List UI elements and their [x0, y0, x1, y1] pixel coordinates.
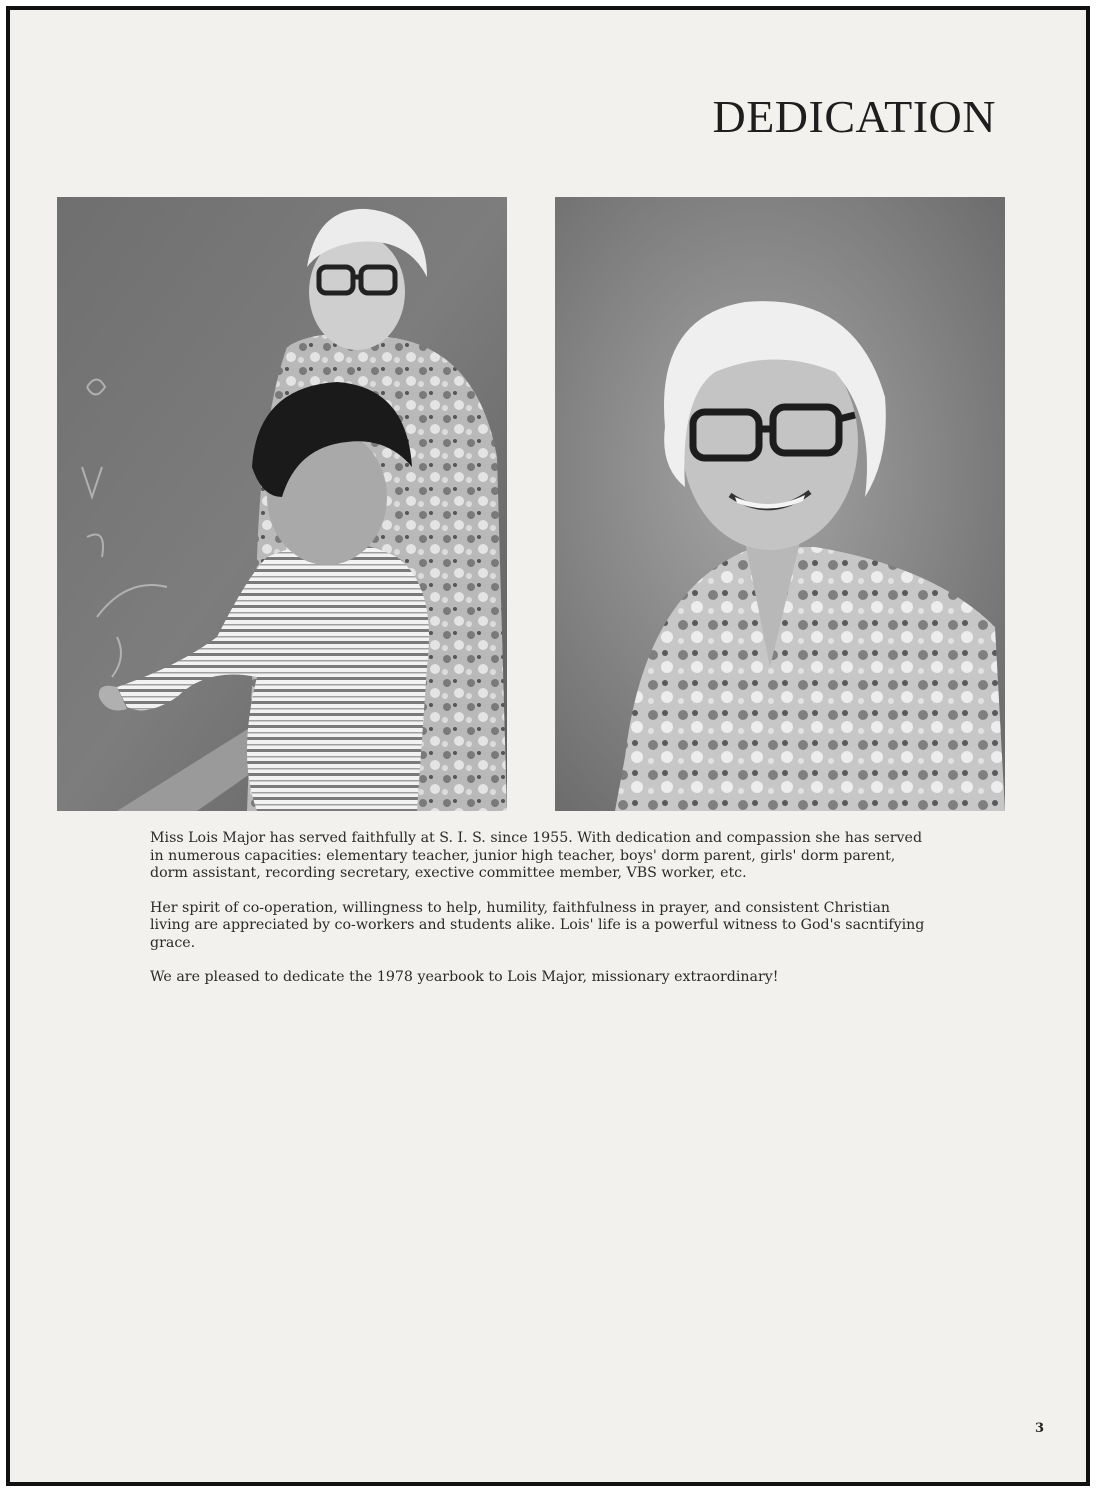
dedication-text	[150, 830, 930, 1004]
page-number: 3	[1034, 1421, 1044, 1436]
dedication-paragraph-1: Miss Lois Major has served faithfully at S. I. S. since 1955. With dedication and compassion she has served in numerous capacities: elementary teacher, junior high teacher, boys' dorm parent, girls' dorm parent, dorm assistant, recording secretary, exective committee member, VBS worker, etc.	[150, 830, 923, 881]
dedication-paragraph-2: Her spirit of co-operation, willingness to help, humility, faithfulness in prayer, and consistent Christian living are appreciated by co-workers and students alike. Lois' life is a powerful witness to God's sacntifying grace.	[150, 899, 925, 951]
page-title: DEDICATION	[712, 91, 996, 142]
yearbook-page	[6, 6, 1090, 1486]
dedication-paragraph-3: We are pleased to dedicate the 1978 yearbook to Lois Major, missionary extraordinary!	[150, 969, 779, 985]
photo-portrait-smiling-woman-glasses	[555, 197, 1005, 811]
photo-teacher-and-boy-at-chalkboard	[57, 197, 507, 811]
